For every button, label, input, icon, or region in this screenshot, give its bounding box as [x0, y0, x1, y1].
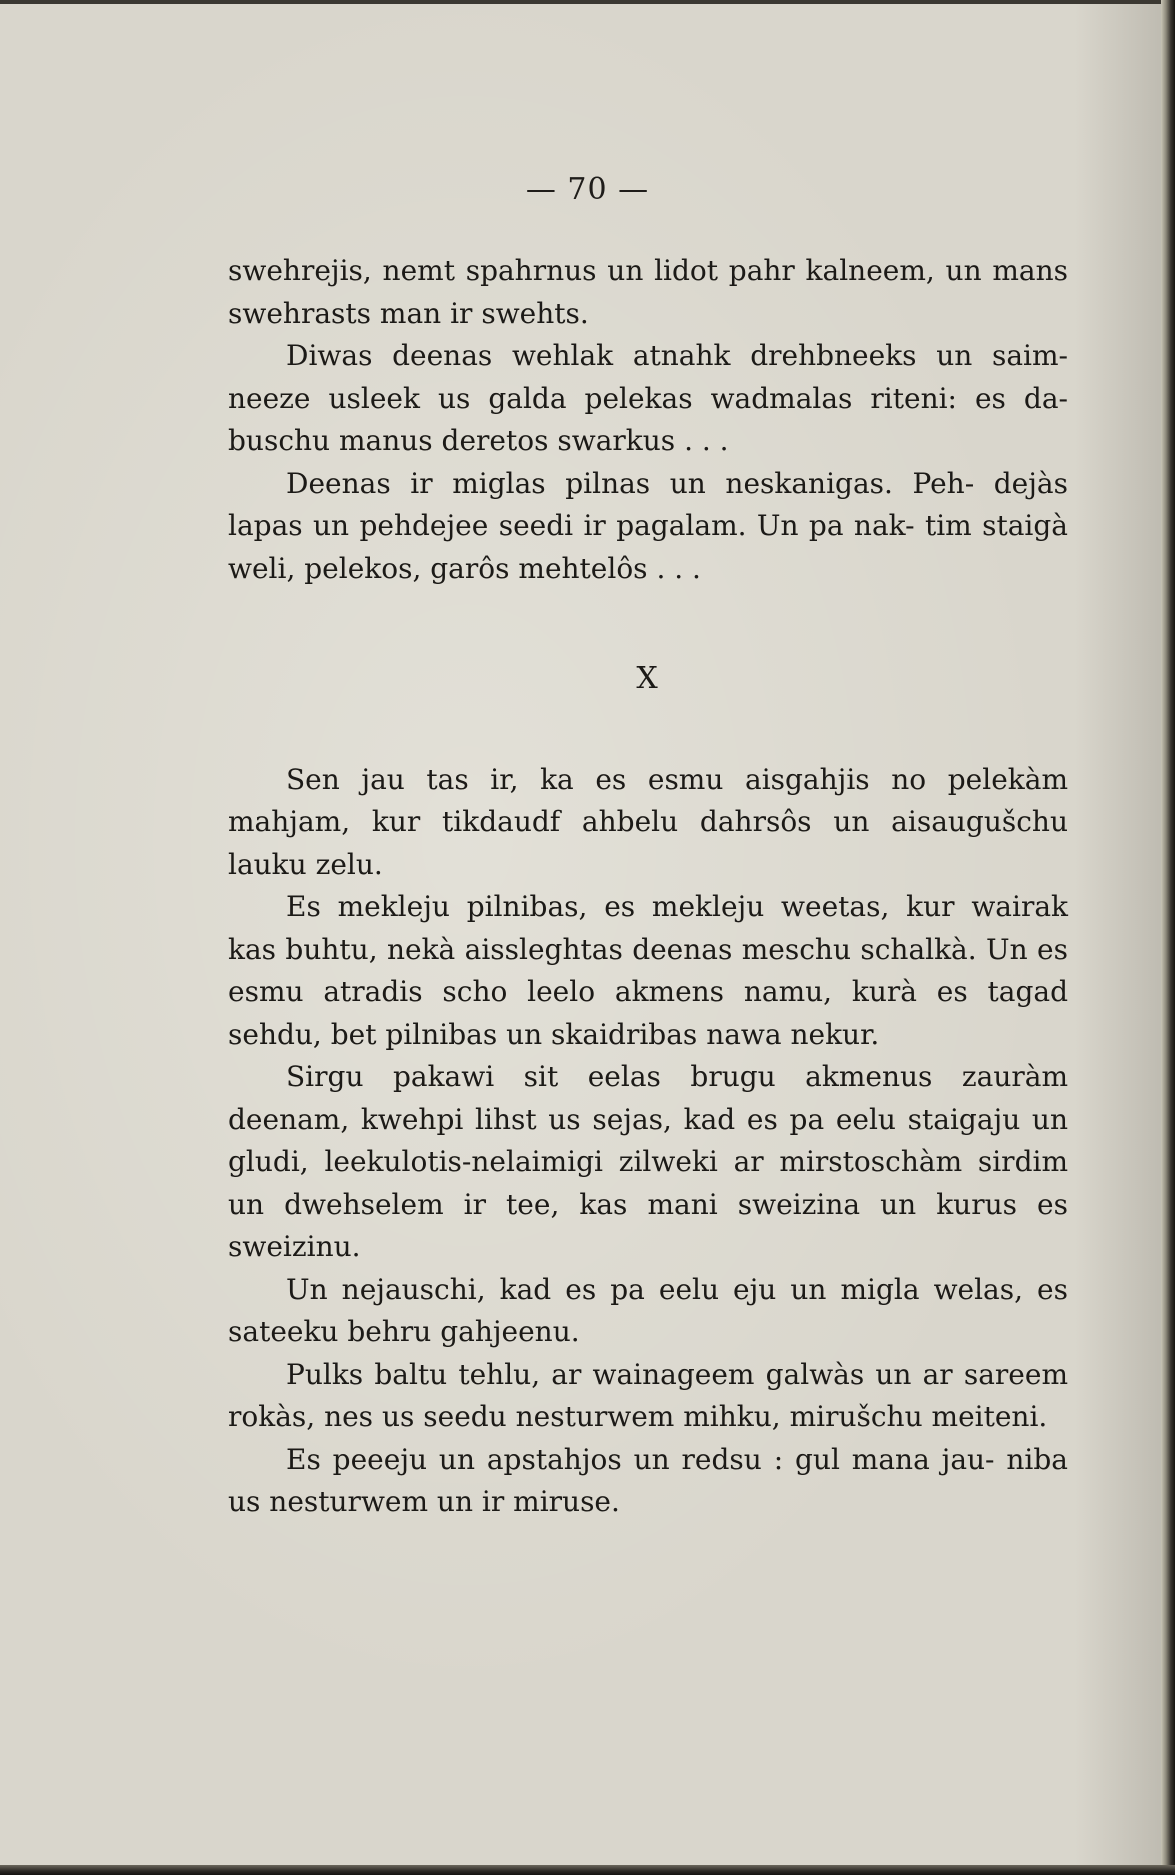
- page-top-edge: [0, 0, 1175, 4]
- paragraph: Es mekleju pilnibas, es mekleju weetas, kur wairak kas buhtu, nekà aissleghtas deenas meschu schalkà. Un es esmu atradis scho leelo akmens namu, kurà es tagad sehdu, bet pilnibas un skaidribas nawa nekur.: [228, 890, 1068, 1051]
- page-number: — 70 —: [525, 172, 650, 207]
- paragraph: swehrejis, nemt spahrnus un lidot pahr kalneem, un mans swehrasts man ir swehts.: [228, 254, 1068, 330]
- book-binding-edge: [1161, 0, 1175, 1875]
- paragraph: Es peeeju un apstahjos un redsu : gul mana jau- niba us nesturwem un ir miruse.: [228, 1442, 1068, 1518]
- paragraph: Sirgu pakawi sit eelas brugu akmenus zauràm deenam, kwehpi lihst us sejas, kad es pa eelu staigaju un gludi, leekulotis-nelaimigi zilweki ar mirstoschàm sirdim un dwehselem ir tee, kas mani sweizina un kurus es sweizinu.: [228, 1060, 1068, 1263]
- paragraph: Diwas deenas wehlak atnahk drehbneeks un saim- neeze usleek us galda pelekas wadmalas riteni: es da- buschu manus deretos swarkus . . .: [228, 339, 1068, 457]
- paragraph: Sen jau tas ir, ka es esmu aisgahjis no pelekàm mahjam, kur tikdaudf ahbelu dahrsôs un aisaugušchu lauku zelu.: [228, 762, 1068, 881]
- paragraph: Deenas ir miglas pilnas un neskanigas. Peh- dejàs lapas un pehdejee seedi ir pagalam. Un pa nak- tim staigà weli, pelekos, garôs mehtelôs . . .: [228, 466, 1068, 585]
- body-text: [228, 250, 1068, 1524]
- section-heading: X: [636, 661, 660, 696]
- page-bottom-edge: [0, 1865, 1175, 1875]
- paragraph: Pulks baltu tehlu, ar wainageem galwàs un ar sareem rokàs, nes us seedu nesturwem mihku, mirušchu meiteni.: [228, 1357, 1068, 1433]
- paragraph: Un nejauschi, kad es pa eelu eju un migla welas, es sateeku behru gahjeenu.: [228, 1272, 1068, 1348]
